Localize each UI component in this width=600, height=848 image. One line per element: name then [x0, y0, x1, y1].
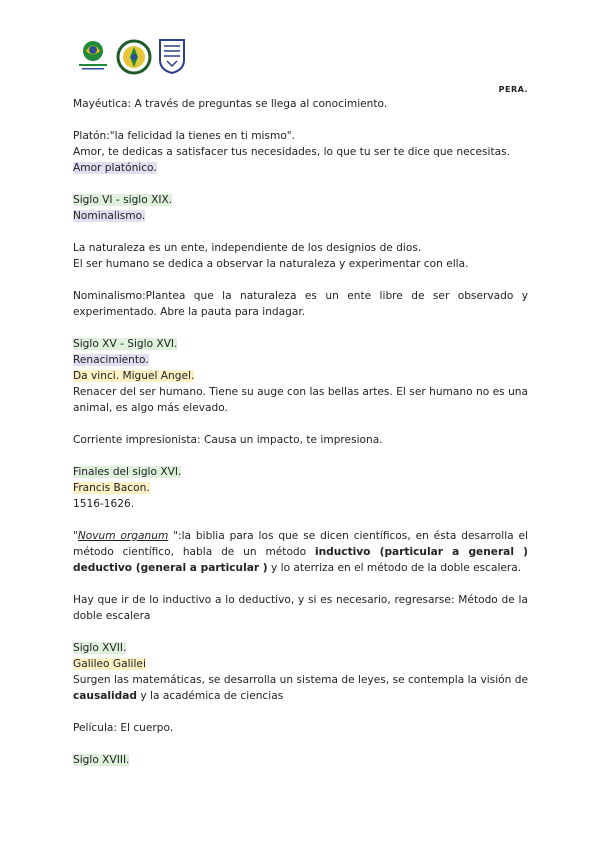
section-date-4: [73, 640, 528, 656]
highlight-date: Finales del siglo XVI.: [73, 466, 182, 478]
bold-method: inductivo (particular a general ) deductivo (general a particular ): [73, 546, 528, 574]
highlight-person: Francis Bacon.: [73, 482, 150, 494]
paragraph-impresionista: Corriente impresionista: Causa un impacto, te impresiona.: [73, 434, 383, 446]
highlight-date: Siglo XVII.: [73, 642, 127, 654]
section-topic-1: [73, 208, 528, 224]
header-logos: [76, 38, 186, 78]
paragraph-naturaleza: La naturaleza es un ente, independiente de los designios de dios.: [73, 242, 422, 254]
university-logo-2: [116, 38, 152, 76]
highlight-amor-platonico: Amor platónico.: [73, 162, 157, 174]
section-person-3: [73, 480, 528, 496]
paragraph-renacer: Renacer del ser humano. Tiene su auge con las bellas artes. El ser humano no es una animal, es algo más elevado.: [73, 386, 528, 414]
paragraph-pelicula: Película: El cuerpo.: [73, 722, 174, 734]
university-logo-3: [158, 38, 186, 74]
paragraph-doble-escalera: Hay que ir de lo inductivo a lo deductivo, y si es necesario, regresarse: Método de la doble escalera: [73, 594, 528, 622]
paragraph-matematicas: Surgen las matemáticas, se desarrolla un sistema de leyes, se contempla la visión de causalidad y la académica de ciencias: [73, 674, 528, 702]
section-person-4: [73, 656, 528, 672]
paragraph-nominalismo: Nominalismo:Plantea que la naturaleza es un ente libre de ser observado y experimentado. Abre la pauta para indagar.: [73, 290, 528, 318]
section-date-2: [73, 336, 528, 352]
section-people-2: [73, 368, 528, 384]
section-topic-2: [73, 352, 528, 368]
paragraph-mayeutica: Mayéutica: A través de preguntas se llega al conocimiento.: [73, 98, 388, 110]
university-logo-1: [76, 38, 110, 74]
paragraph-ser-humano: El ser humano se dedica a observar la naturaleza y experimentar con ella.: [73, 258, 469, 270]
highlight-person: Galileo Galilei: [73, 658, 146, 670]
bold-causalidad: causalidad: [73, 690, 138, 702]
highlight-topic: Renacimiento.: [73, 354, 149, 366]
highlight-people: Da vinci. Miguel Angel.: [73, 370, 195, 382]
section-date-1: [73, 192, 528, 208]
section-years-3: 1516-1626.: [73, 498, 135, 510]
document-body: [73, 96, 528, 768]
highlight-date: Siglo XV - Siglo XVI.: [73, 338, 178, 350]
book-title: Novum organum: [77, 530, 169, 542]
paragraph-amor: Amor, te dedicas a satisfacer tus necesidades, lo que tu ser te dice que necesitas.: [73, 146, 510, 158]
highlight-date: Siglo VI - siglo XIX.: [73, 194, 173, 206]
highlight-topic: Nominalismo.: [73, 210, 146, 222]
author-name: PERA.: [498, 85, 528, 94]
paragraph-amor-platonico: [73, 160, 528, 176]
paragraph-platon-quote: Platón:"la felicidad la tienes en ti mismo".: [73, 130, 296, 142]
section-date-5: [73, 752, 528, 768]
paragraph-novum-organum: "Novum organum ":la biblia para los que se dicen científicos, en ésta desarrolla el método científico, habla de un método inductivo (particular a general ) deductivo (general a particular ) y lo aterriza en el método de la doble escalera.: [73, 530, 528, 574]
section-date-3: [73, 464, 528, 480]
highlight-date: Siglo XVIII.: [73, 754, 130, 766]
